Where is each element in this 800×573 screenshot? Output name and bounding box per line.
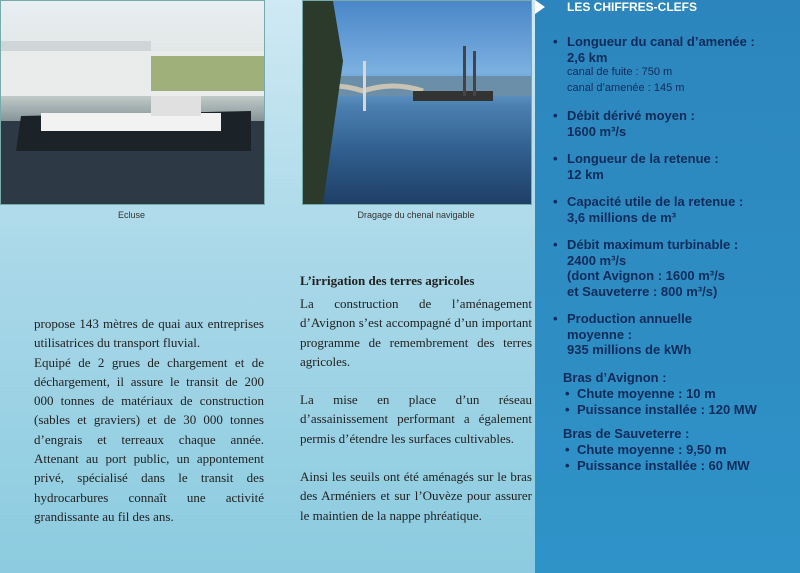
figure-label: Longueur du canal d’amenée : — [567, 34, 755, 49]
bras-avignon — [563, 370, 799, 418]
bullet-icon: • — [553, 194, 558, 209]
figure-value: 12 km — [567, 166, 604, 182]
figure-value: 1600 m³/s — [567, 123, 627, 139]
bullet-icon: • — [553, 311, 558, 326]
figure-capacite-retenue — [549, 194, 799, 225]
figure-extra: (dont Avignon : 1600 m³/s — [567, 268, 725, 283]
mid-paragraph-1: La construction de l’aménagement d’Avignon s’est accompagné d’un important programme de remembrement des terres agricoles. — [300, 296, 532, 369]
left-paragraph-1: propose 143 mètres de quai aux entreprises utilisatrices du transport fluvial. — [34, 316, 264, 351]
figure-sub: canal de fuite : 750 m — [567, 66, 673, 78]
irrigation-title: L’irrigation des terres agricoles — [300, 273, 475, 288]
bras-avignon-puissance: • Puissance installée : 120 MW — [563, 402, 799, 418]
panel-pointer-icon — [535, 0, 545, 14]
bullet-icon: • — [553, 108, 558, 123]
figure-canal-length — [549, 34, 799, 96]
bras-sauveterre-title: Bras de Sauveterre : — [563, 425, 690, 441]
key-figures-title: LES CHIFFRES-CLEFS — [567, 0, 698, 14]
figure-label: Débit maximum turbinable : — [567, 237, 739, 252]
bras-sauveterre — [563, 426, 799, 474]
figure-label: Capacité utile de la retenue : — [567, 194, 744, 209]
figure-value: 2,6 km — [567, 49, 608, 65]
figure-sub: canal d’amenée : 145 m — [567, 81, 685, 94]
mid-paragraph-2: La mise en place d’un réseau d’assainissement performant a également permis d’étendre les surfaces cultivables. — [300, 392, 532, 446]
bras-sauveterre-chute: • Chute moyenne : 9,50 m — [563, 442, 799, 458]
bullet-icon: • — [553, 151, 558, 166]
bullet-icon: • — [553, 34, 558, 49]
figure-production — [549, 311, 799, 358]
figure-value: 2400 m³/s — [567, 252, 627, 268]
mid-paragraph-3: Ainsi les seuils ont été aménagés sur le bras des Arméniers et sur l’Ouvèze pour assurer le maintien de la nappe phréatique. — [300, 469, 532, 523]
figure-extra: et Sauveterre : 800 m³/s) — [567, 283, 718, 299]
figure-label: Production annuelle — [567, 311, 692, 326]
figure-value: moyenne : — [567, 326, 633, 342]
caption-dragage: Dragage du chenal navigable — [357, 210, 475, 220]
ecluse-illustration — [1, 1, 264, 204]
bras-avignon-chute: • Chute moyenne : 10 m — [563, 386, 799, 402]
figure-extra: 935 millions de kWh — [567, 342, 692, 357]
bras-avignon-title: Bras d’Avignon : — [563, 369, 667, 385]
key-figures-list — [549, 34, 799, 482]
photo-ecluse — [0, 0, 265, 205]
caption-ecluse: Ecluse — [117, 210, 145, 220]
figure-debit-max — [549, 237, 799, 299]
figure-label: Débit dérivé moyen : — [567, 108, 695, 123]
left-text-column — [34, 314, 264, 545]
figure-debit-derive — [549, 108, 799, 139]
photo-dragage — [302, 0, 532, 205]
figure-label: Longueur de la retenue : — [567, 151, 719, 166]
left-paragraph-2: Equipé de 2 grues de chargement et de déchargement, il assure le transit de 200 000 tonnes de matériaux de construction (sables et graviers) et de 30 000 tonnes d’engrais et terreaux chaque année. Attenant au port public, un appontement privé, spécialisé dans le transit des hydrocarbures connaît une activité grandissante au fil des ans. — [34, 354, 264, 524]
bullet-icon: • — [553, 237, 558, 252]
middle-text-column — [300, 294, 532, 544]
key-figures-panel — [535, 0, 800, 573]
figure-longueur-retenue — [549, 151, 799, 182]
figure-value: 3,6 millions de m³ — [567, 209, 677, 225]
bras-sauveterre-puissance: • Puissance installée : 60 MW — [563, 458, 799, 474]
dragage-illustration — [303, 1, 531, 204]
